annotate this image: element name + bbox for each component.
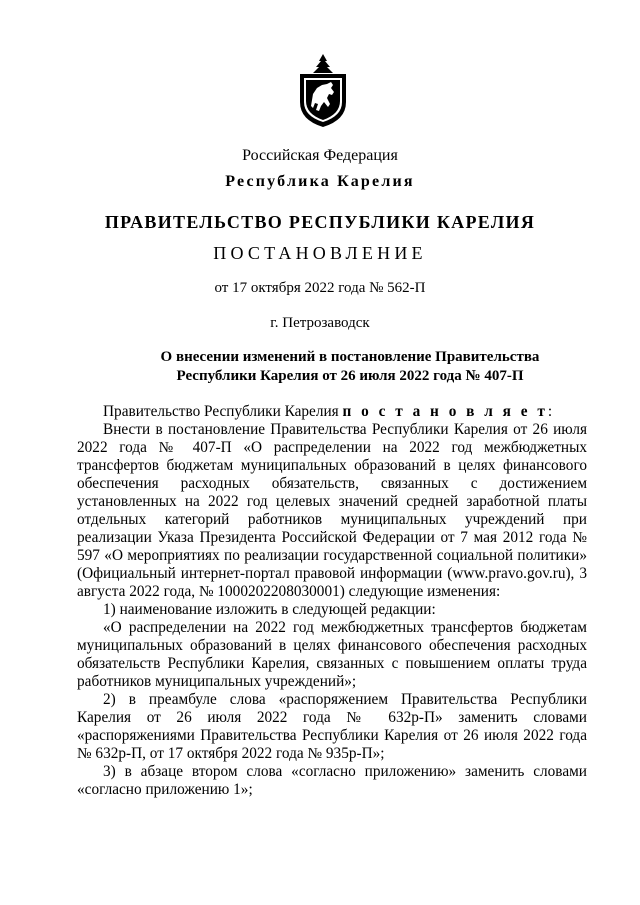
intro-suffix: : (547, 403, 553, 420)
intro-paragraph (77, 403, 587, 421)
decree-type: ПОСТАНОВЛЕНИЕ (213, 243, 427, 263)
subject-line-2: Республики Карелия от 26 июля 2022 года № 407-П (176, 368, 524, 384)
item-3: 3) в абзаце втором слова «согласно приложению» заменить словами «согласно приложению 1»; (77, 763, 587, 798)
government-title: ПРАВИТЕЛЬСТВО РЕСПУБЛИКИ КАРЕЛИЯ (104, 212, 536, 232)
paragraph-main: Внести в постановление Правительства Республики Карелия от 26 июля 2022 года № 407-П «О распределении на 2022 год межбюджетных трансфертов бюджетам муниципальных образований в целях финансового обеспечения расходных обязательств, связанных с достижением установленных на 2022 год целевых значений средней заработной платы отдельных категорий работников муниципальных учреждений при реализации Указа Президента Российской Федерации от 7 мая 2012 года № 597 «О мероприятиях по реализации государственной социальной политики» (Официальный интернет-портал правовой информации (www.pravo.gov.ru), 3 августа 2022 года, № 1000202208030001) следующие изменения: (77, 421, 587, 600)
karelia-coat-of-arms-icon (297, 54, 349, 128)
decree-city: г. Петрозаводск (270, 315, 370, 331)
decree-subject (150, 348, 550, 386)
intro-prefix: Правительство Республики Карелия (103, 403, 343, 420)
republic-name: Республика Карелия (225, 173, 415, 190)
subject-line-1: О внесении изменений в постановление Правительства (160, 349, 540, 365)
decree-body (77, 403, 587, 799)
country-name: Российская Федерация (242, 147, 398, 164)
item-1: 1) наименование изложить в следующей редакции: (103, 601, 436, 618)
intro-verb: п о с т а н о в л я е т (342, 403, 548, 420)
item-1-quote: «О распределении на 2022 год межбюджетных трансфертов бюджетам муниципальных образований в целях финансового обеспечения расходных обязательств Республики Карелия, связанных с повышением оплаты труда работников муниципальных учреждений»; (77, 619, 587, 690)
item-2: 2) в преамбуле слова «распоряжением Правительства Республики Карелия от 26 июля 2022 года № 632р-П» заменить словами «распоряжениями Правительства Республики Карелия от 26 июля 2022 года № 632р-П, от 17 октября 2022 года № 935р-П»; (77, 691, 587, 762)
decree-date-number: от 17 октября 2022 года № 562-П (214, 280, 426, 296)
